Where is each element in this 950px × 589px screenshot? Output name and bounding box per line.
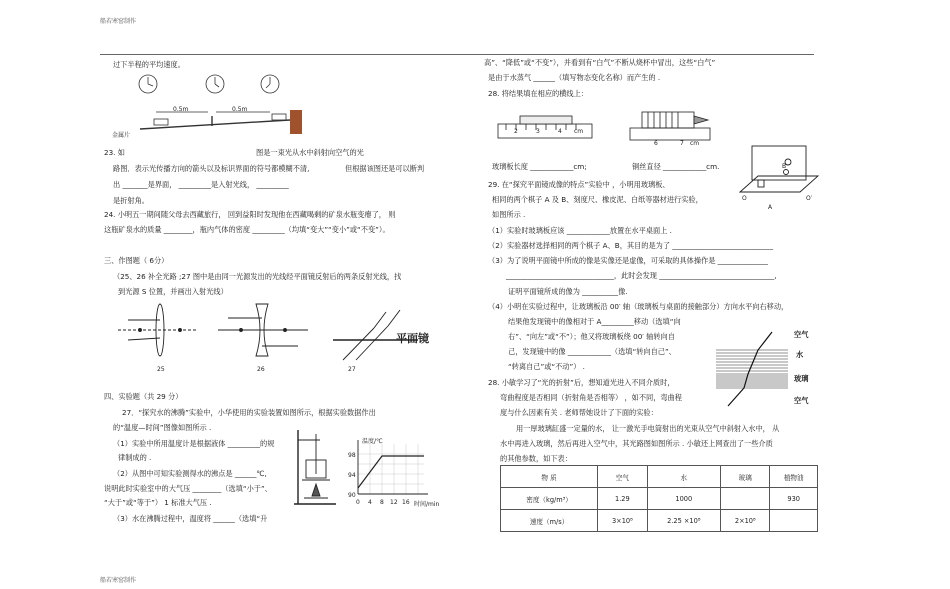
optics-figures — [118, 300, 428, 362]
distance-label-1: 0.5m — [173, 106, 189, 113]
q29-item-2: （2）实验器材选择相同的两个棋子 A、B，其目的是为了 ____________________________ — [488, 241, 773, 250]
wire-label-7: 7 — [680, 140, 684, 147]
q27-line-a: 27．“探究水的沸腾”实验中，小华使用的实验装置如图所示，根据实验数据作出 — [122, 408, 376, 417]
q29-item-1: （1）实验时玻璃板应该 ____________放置在水平桌面上 . — [488, 226, 672, 235]
page-header: 船若寒窑制作 — [100, 18, 137, 25]
table-cell: 密度（kg/m³） — [501, 488, 598, 510]
table-header-cell: 玻璃 — [721, 466, 770, 488]
refraction-label-glass: 玻璃 — [794, 374, 809, 383]
piece-label-b: B — [782, 163, 787, 170]
q27-line-b: 的“温度—时间”图像如图所示 . — [113, 423, 212, 432]
table-header-cell: 水 — [647, 466, 721, 488]
header-rule — [100, 54, 814, 55]
graph-y-label: 温度/℃ — [362, 438, 383, 445]
table-cell: 3×10⁸ — [598, 510, 647, 532]
q29-item-4a: （4）小明在实验过程中，让玻璃板沿 00′ 轴（玻璃板与桌面的接触部分）方向水平向右移动， — [488, 302, 789, 311]
ruler-figure — [496, 112, 596, 142]
wire-ruler-figure — [628, 106, 714, 146]
ruler-label-3: 3 — [536, 128, 540, 135]
graph-xtick-0: 0 — [356, 499, 360, 506]
graph-xtick-16: 16 — [402, 499, 410, 506]
q28b-line-f: 的其他参数，如下表： — [500, 454, 572, 463]
q27-line-c: （1）实验中所用温度计是根据液体 _________的规 — [113, 439, 275, 448]
q27-line-d: 律制成的 . — [118, 453, 152, 462]
q29-line-a: 29. 在“探究平面镜成像的特点”实验中 ，小明用玻璃板、 — [488, 180, 670, 189]
q23-line-b: 图是一束光从水中斜射向空气的光 — [256, 148, 364, 157]
q28b-line-a: 28. 小敏学习了“光的折射”后，想知道光进入不同介质时， — [488, 378, 675, 387]
q27-line-e: （2）从图中可知实验测得水的沸点是 ______℃, — [113, 469, 267, 478]
q29-item-4c: 右”、“向左”或“不”）；他又将玻璃板绕 00′ 轴转向自 — [508, 332, 675, 341]
fig-27-number: 27 — [348, 366, 356, 373]
left-line-1: 过下半程的平均速度。 — [113, 60, 185, 69]
q23-line-e: 出 _______是界面， _________是入射光线， _________ — [113, 180, 289, 189]
graph-xtick-8: 8 — [380, 499, 384, 506]
right-line-2: 是由于水蒸气 ______（填写物态变化名称）而产生的 . — [488, 73, 661, 82]
refraction-figure — [714, 330, 790, 408]
q27-line-h: （3）水在沸腾过程中，温度将 ______（选填“升 — [113, 514, 268, 523]
wire-diameter-answer: 铜丝直径 ____________cm. — [632, 162, 720, 171]
q28b-line-c: 度与什么因素有关 . 老师帮她设计了下面的实验： — [500, 408, 658, 417]
q29-item-4b: 结果他发现镜中的像相对于 A_________移动（选填“向 — [508, 317, 681, 326]
table-header-cell: 物 质 — [501, 466, 598, 488]
glass-length-answer: 玻璃板长度 ____________cm; — [492, 162, 587, 171]
q27-line-f: 说明此时实验室中的大气压 ________（选填“小于”、 — [104, 484, 272, 493]
graph-ytick-90: 90 — [348, 492, 356, 499]
right-line-1: 高”、“降低”或“不变”），并看到有“白气”不断从烧杯中冒出，这些“白气” — [484, 58, 716, 67]
graph-xtick-4: 4 — [368, 499, 372, 506]
table-cell — [770, 510, 818, 532]
temperature-time-graph — [346, 436, 438, 508]
page-footer: 船若寒窑制作 — [100, 577, 137, 584]
wire-label-6: 6 — [654, 140, 658, 147]
table-cell — [721, 488, 770, 510]
table-header-cell: 植物油 — [770, 466, 818, 488]
boiling-apparatus-figure — [292, 426, 340, 508]
table-cell: 2.25 ×10⁸ — [647, 510, 721, 532]
speed-experiment-figure — [120, 72, 310, 144]
q24-line-b: 这瓶矿泉水的质量 ________，瓶内气体的密度 _________（均填“变大”“变小”或“不变”）。 — [104, 225, 390, 234]
medium-parameters-table — [500, 465, 818, 532]
axis-label-o: O — [742, 195, 747, 202]
q28-title: 28. 将结果填在相应的横线上： — [488, 89, 588, 98]
q23-line-f: 是折射角。 — [113, 196, 149, 205]
table-row — [501, 510, 818, 532]
section-3-desc-a: （25、26 补全光路 ;27 图中是由同一光源发出的光线经平面镜反射后的两条反射光线，找 — [113, 272, 402, 281]
axis-label-o-prime: O′ — [806, 195, 813, 202]
refraction-label-air-top: 空气 — [794, 330, 809, 339]
ruler-label-2: 2 — [514, 128, 518, 135]
section-3-desc-b: 到光源 S 位置，并画出入射光线） — [118, 287, 228, 296]
table-row — [501, 488, 818, 510]
distance-label-2: 0.5m — [232, 106, 248, 113]
graph-ytick-94: 94 — [348, 472, 356, 479]
q27-line-g: “大于”或“等于”） 1 标准大气压 . — [104, 498, 212, 507]
ruler-label-4: 4 — [558, 128, 562, 135]
q29-line-c: 如图所示 . — [492, 210, 526, 219]
section-4-title: 四、实验题（共 29 分） — [104, 392, 183, 401]
wire-label-cm: cm — [690, 140, 700, 147]
q28b-line-e: 水中再进入玻璃，然后再进入空气中，其光路图如图所示 . 小敏还上网查出了一些介质 — [500, 439, 773, 448]
table-header-cell: 空气 — [598, 466, 647, 488]
q23-line-d: 但根据该图还是可以断判 — [345, 164, 425, 173]
q29-item-3a: （3）为了说明平面镜中所成的像是实像还是虚像，可采取的具体操作是 ______________ — [488, 256, 768, 265]
q29-item-3b: ______________________________，此时会发现 ________________________________, — [506, 271, 777, 280]
table-cell: 1000 — [647, 488, 721, 510]
metal-sheet-label: 金属片 — [112, 132, 131, 139]
q29-item-4e: “转离自己”或“不动”） . — [508, 362, 585, 371]
table-cell: 2×10⁸ — [721, 510, 770, 532]
table-cell: 930 — [770, 488, 818, 510]
q29-item-4d: 己，发现镜中的像 ____________（选填“转向自己”、 — [508, 347, 676, 356]
graph-ytick-98: 98 — [348, 452, 356, 459]
piece-label-a: A — [768, 204, 773, 211]
ruler-label-cm: cm — [574, 128, 584, 135]
q29-item-3c: 证明平面镜所成的像为 __________像. — [508, 287, 628, 296]
q28b-line-b: 弯曲程度是否相同（折射角是否相等） ，如不同，弯曲程 — [500, 393, 682, 402]
refraction-label-air-bottom: 空气 — [794, 396, 809, 405]
q29-line-b: 相同的两个棋子 A 及 B、刻度尺、橡皮泥、白纸等器材进行实验， — [492, 195, 703, 204]
table-cell: 1.29 — [598, 488, 647, 510]
fig-26-number: 26 — [257, 366, 265, 373]
plane-mirror-label: 平面镜 — [396, 332, 429, 345]
q28b-line-d: 用一厚玻璃缸盛一定量的水， 让一激光手电筒射出的光束从空气中斜射入水中， 从 — [516, 424, 780, 433]
q23-line-c: 路图．表示光传播方向的箭头以及标识界面的符号都模糊不清, — [113, 164, 310, 173]
refraction-label-water: 水 — [796, 350, 804, 359]
q24-line-a: 24. 小明五一期间随父母去西藏旅行， 回到益阳时发现他在西藏喝剩的矿泉水瓶变瘪了， 则 — [104, 210, 396, 219]
section-3-title: 三、作图题（ 6分） — [104, 256, 169, 265]
table-cell: 速度（m/s） — [501, 510, 598, 532]
fig-25-number: 25 — [157, 366, 165, 373]
graph-x-label: 时间/min — [414, 501, 440, 508]
q23-line-a: 23. 如 — [104, 148, 125, 157]
graph-xtick-12: 12 — [390, 499, 398, 506]
table-row — [501, 466, 818, 488]
